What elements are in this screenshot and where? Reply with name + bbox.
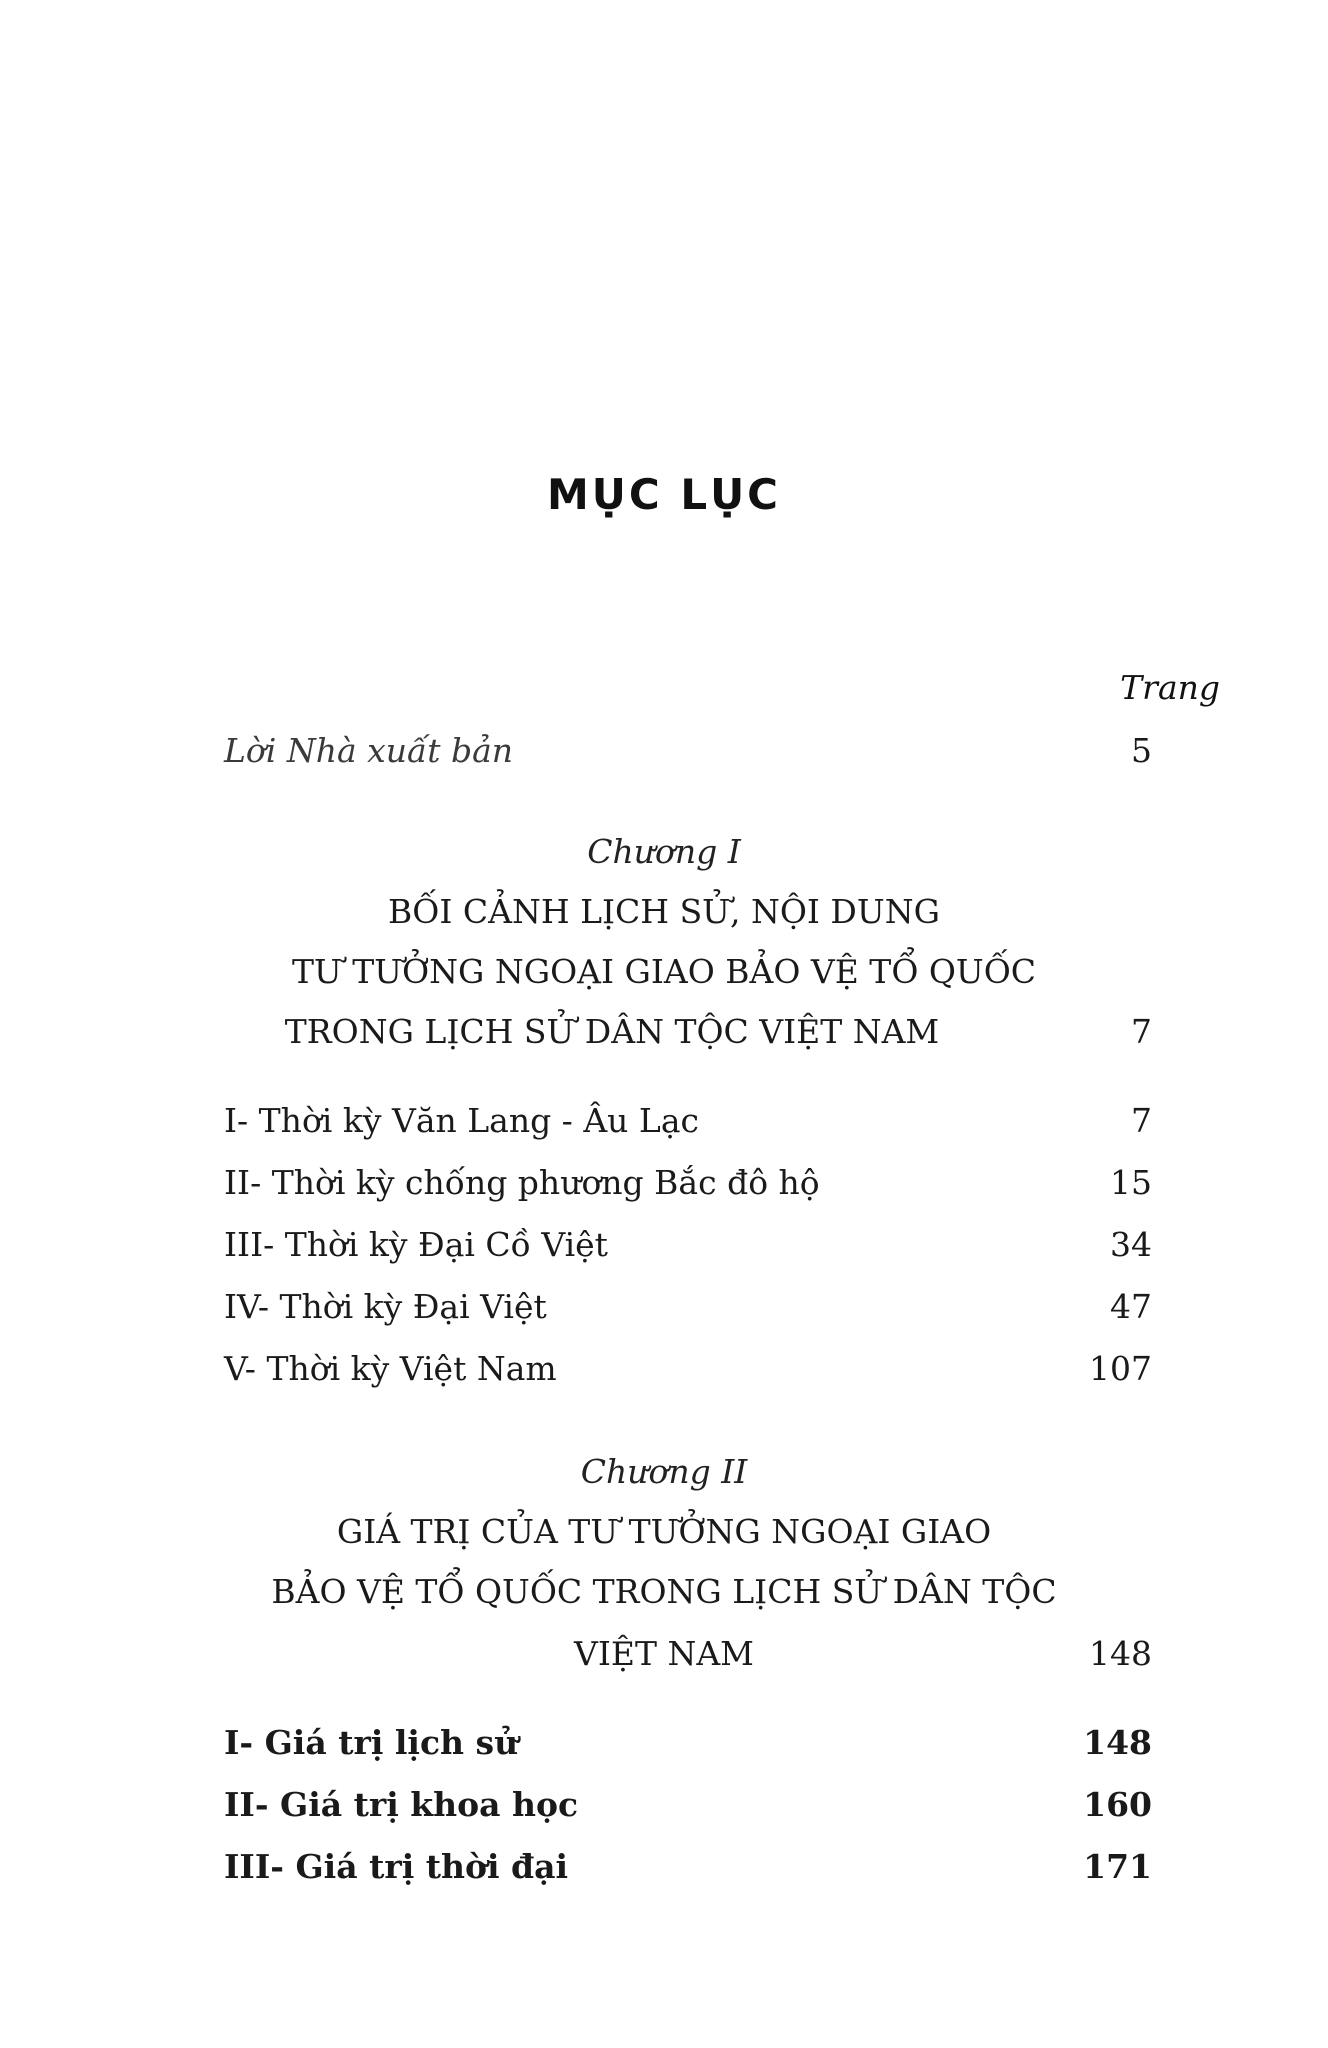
chapter-1-page: 7 bbox=[1131, 1012, 1152, 1051]
toc-entry-intro[interactable] bbox=[224, 728, 1152, 774]
toc-entry-chapter-2-section-3[interactable] bbox=[224, 1844, 1152, 1890]
toc-entry-chapter-2-section-2[interactable] bbox=[224, 1782, 1152, 1828]
chapter-2-title-line-2: BẢO VỆ TỔ QUỐC TRONG LỊCH SỬ DÂN TỘC bbox=[271, 1572, 1057, 1611]
chapter-2-page: 148 bbox=[1089, 1634, 1152, 1673]
chapter-1-title-line-3: TRONG LỊCH SỬ DÂN TỘC VIỆT NAM bbox=[284, 1012, 940, 1051]
toc-entry-page: 47 bbox=[1110, 1287, 1152, 1326]
toc-entry-page: 5 bbox=[1131, 731, 1152, 770]
toc-entry-page: 148 bbox=[1083, 1723, 1152, 1762]
toc-entry-label: I- Thời kỳ Văn Lang - Âu Lạc bbox=[224, 1101, 699, 1140]
toc-entry-chapter-1-section-1[interactable] bbox=[224, 1098, 1152, 1144]
toc-entry-chapter-1-section-3[interactable] bbox=[224, 1222, 1152, 1268]
toc-entry-chapter-1-section-2[interactable] bbox=[224, 1160, 1152, 1206]
toc-entry-chapter-2-section-1[interactable] bbox=[224, 1720, 1152, 1766]
chapter-2-title-line-1: GIÁ TRỊ CỦA TƯ TƯỞNG NGOẠI GIAO bbox=[336, 1512, 992, 1551]
toc-entry-page: 107 bbox=[1089, 1349, 1152, 1388]
toc-entry-page: 171 bbox=[1083, 1847, 1152, 1886]
chapter-1-title-line-2: TƯ TƯỞNG NGOẠI GIAO BẢO VỆ TỔ QUỐC bbox=[291, 952, 1037, 991]
toc-entry-label: II- Giá trị khoa học bbox=[224, 1785, 579, 1824]
toc-entry-chapter-1-section-4[interactable] bbox=[224, 1284, 1152, 1330]
chapter-2-label: Chương II bbox=[580, 1452, 748, 1491]
toc-entry-label: I- Giá trị lịch sử bbox=[224, 1723, 519, 1762]
toc-entry-chapter-1-section-5[interactable] bbox=[224, 1346, 1152, 1392]
toc-entry-page: 160 bbox=[1083, 1785, 1152, 1824]
chapter-1-title-line-1: BỐI CẢNH LỊCH SỬ, NỘI DUNG bbox=[388, 892, 940, 931]
chapter-1-label: Chương I bbox=[587, 832, 741, 871]
page-column-header: Trang bbox=[1120, 668, 1220, 707]
page-title: MỤC LỤC bbox=[546, 470, 782, 519]
toc-entry-page: 7 bbox=[1131, 1101, 1152, 1140]
toc-entry-label: Lời Nhà xuất bản bbox=[224, 731, 514, 770]
chapter-2-title-line-3: VIỆT NAM bbox=[574, 1634, 754, 1673]
toc-entry-label: III- Thời kỳ Đại Cồ Việt bbox=[224, 1225, 608, 1264]
toc-entry-page: 34 bbox=[1110, 1225, 1152, 1264]
toc-entry-page: 15 bbox=[1110, 1163, 1152, 1202]
toc-entry-label: V- Thời kỳ Việt Nam bbox=[224, 1349, 557, 1388]
toc-entry-label: III- Giá trị thời đại bbox=[224, 1847, 569, 1886]
toc-entry-label: II- Thời kỳ chống phương Bắc đô hộ bbox=[224, 1163, 820, 1202]
toc-entry-label: IV- Thời kỳ Đại Việt bbox=[224, 1287, 547, 1326]
